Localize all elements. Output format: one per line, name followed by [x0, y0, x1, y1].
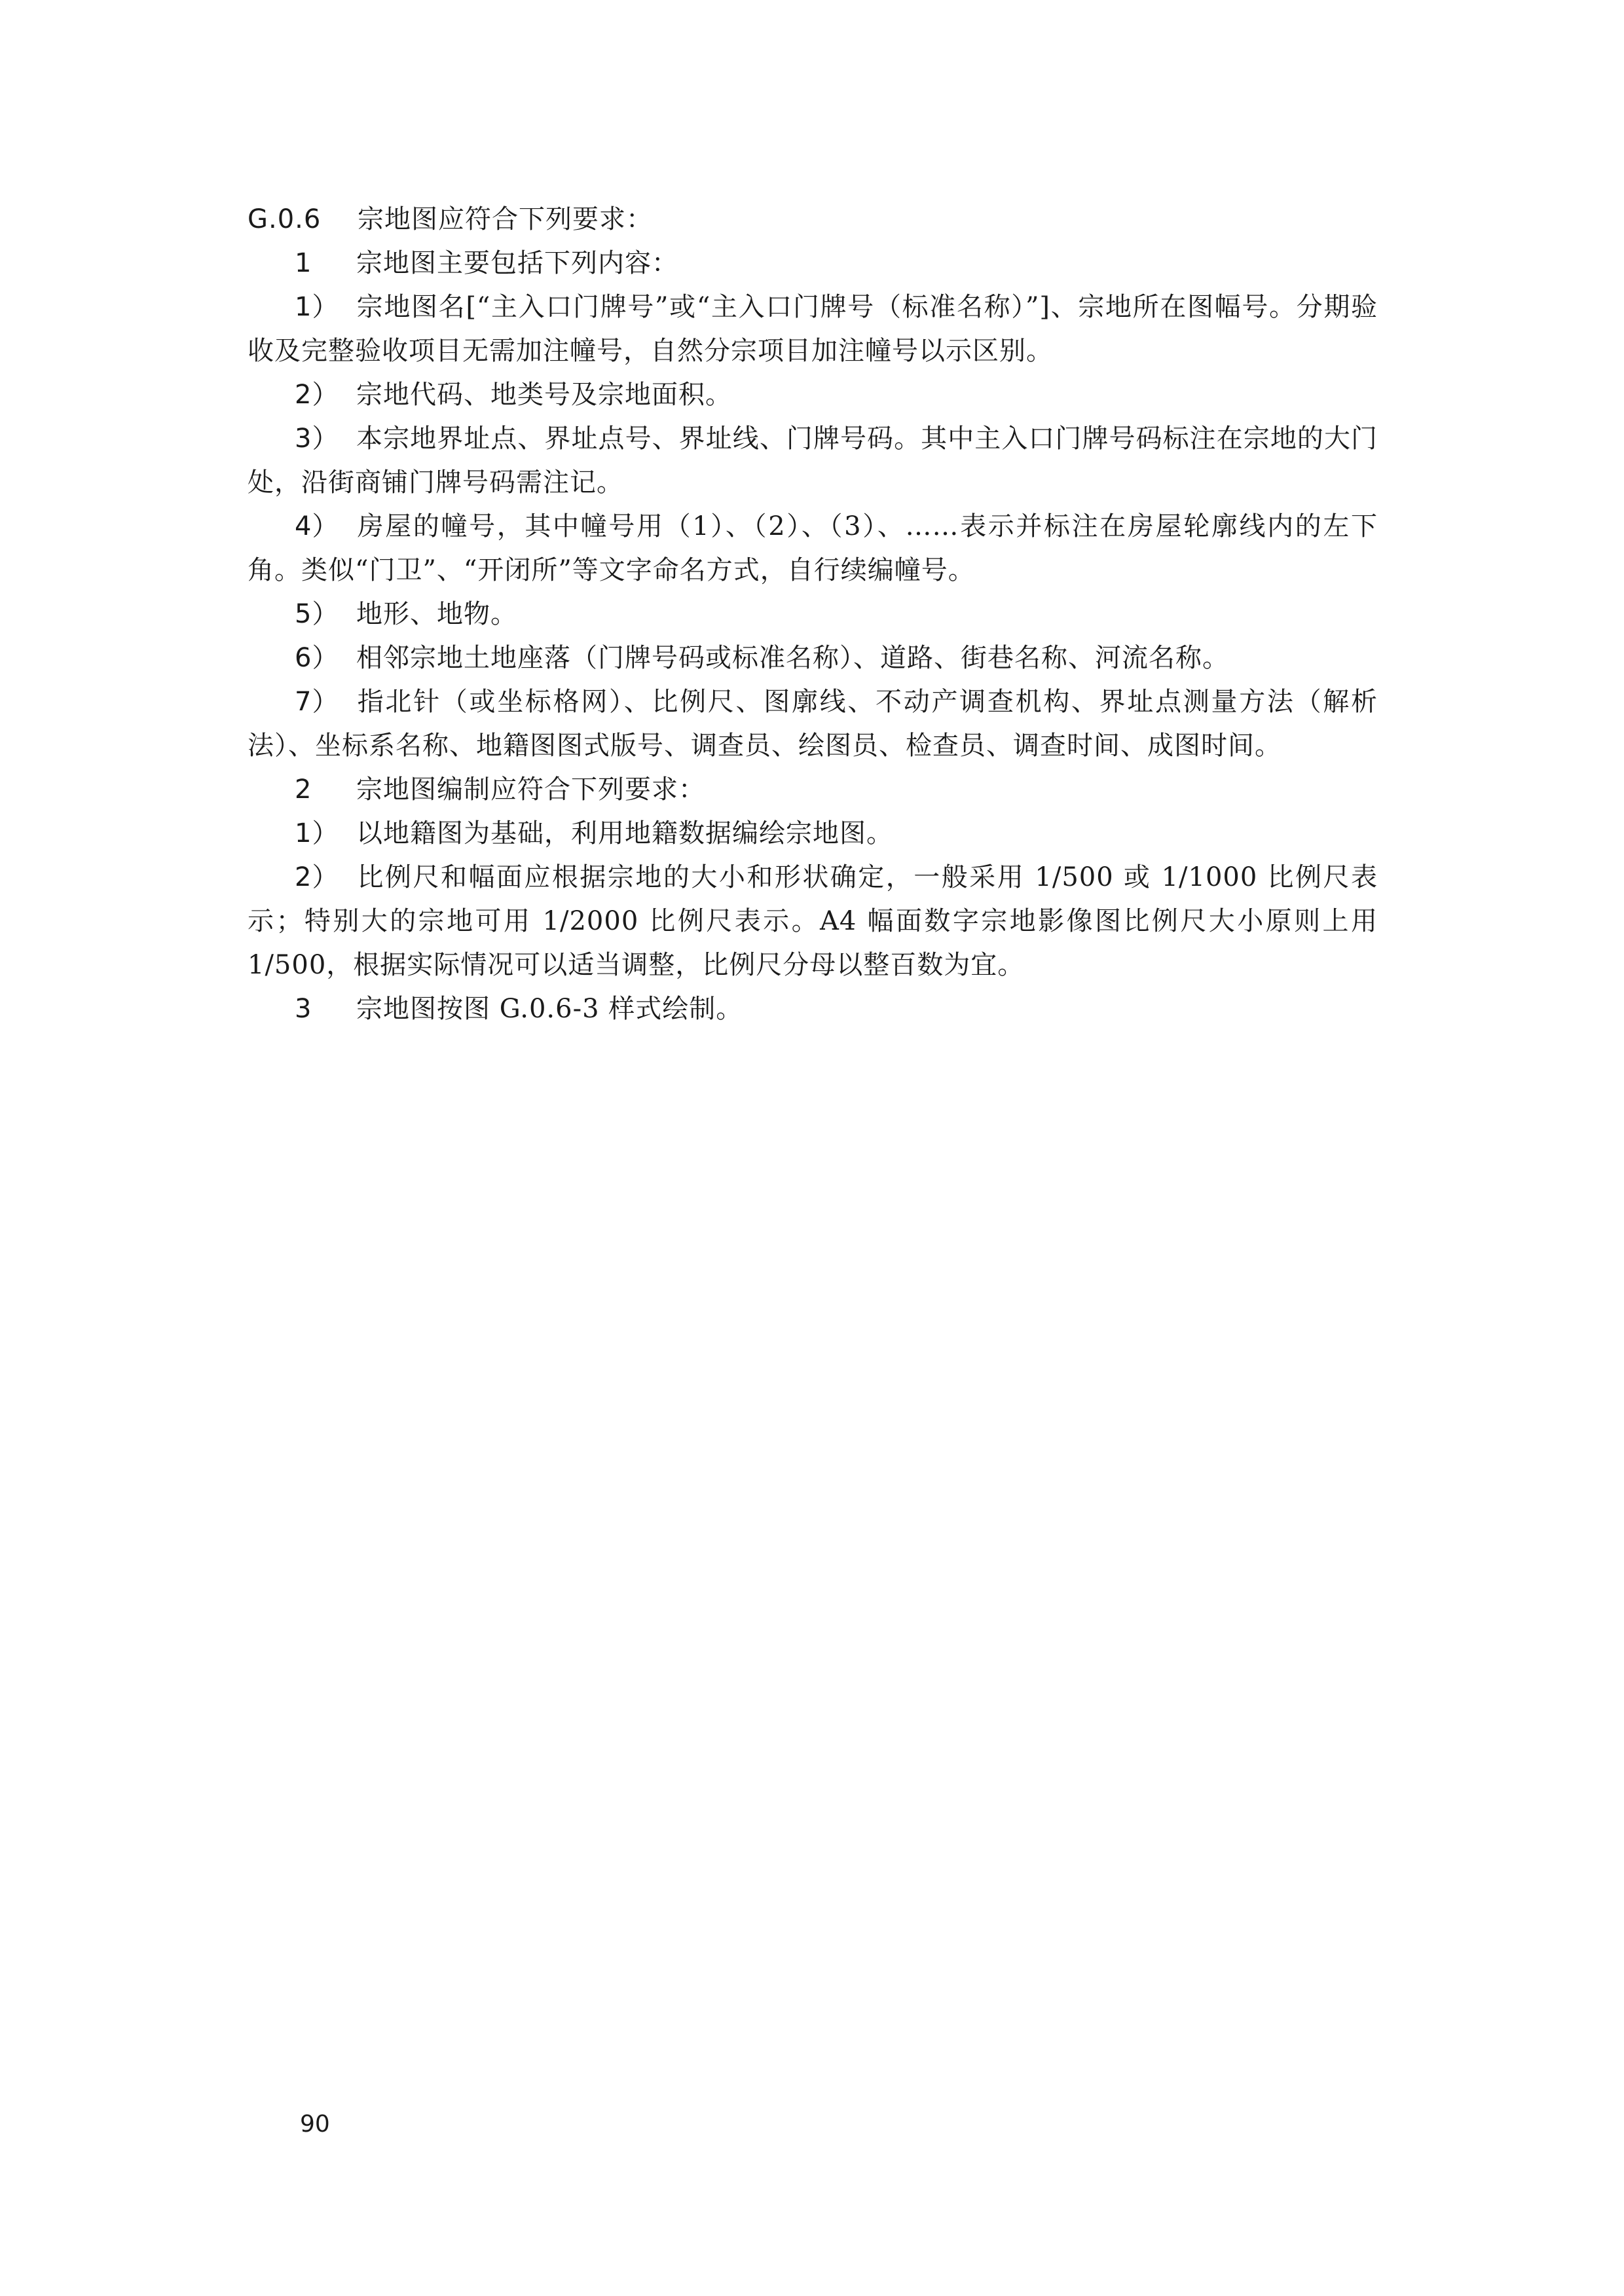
- item-number: 2: [295, 774, 312, 805]
- subitem-1-4: [248, 505, 1378, 592]
- item-text: 宗地图按图 G.0.6-3 样式绘制。: [356, 994, 743, 1024]
- subitem-2-2: [248, 856, 1378, 987]
- clause-number: G.0.6: [248, 204, 322, 234]
- clause-title: 宗地图应符合下列要求：: [358, 204, 653, 234]
- subitem-text: 宗地代码、地类号及宗地面积。: [356, 380, 732, 410]
- subitem-number: 6）: [295, 643, 339, 673]
- clause-heading: [248, 198, 1378, 242]
- subitem-number: 2）: [295, 380, 339, 410]
- subitem-1-1: [248, 285, 1378, 373]
- subitem-text: 本宗地界址点、界址点号、界址线、门牌号码。其中主入口门牌号码标注在宗地的大门处，沿街商铺门牌号码需注记。: [248, 424, 1378, 498]
- subitem-1-3: [248, 417, 1378, 505]
- page-number: 90: [300, 2111, 330, 2138]
- subitem-number: 2）: [295, 862, 339, 892]
- subitem-text: 指北针（或坐标格网）、比例尺、图廓线、不动产调查机构、界址点测量方法（解析法）、坐标系名称、地籍图图式版号、调查员、绘图员、检查员、调查时间、成图时间。: [248, 687, 1378, 761]
- subitem-1-7: [248, 680, 1378, 768]
- item-text: 宗地图编制应符合下列要求：: [356, 774, 705, 805]
- item-number: 3: [295, 994, 312, 1024]
- subitem-text: 房屋的幢号，其中幢号用（1）、（2）、（3）、……表示并标注在房屋轮廓线内的左下角。类似“门卫”、“开闭所”等文字命名方式，自行续编幢号。: [248, 511, 1378, 585]
- subitem-number: 5）: [295, 599, 339, 629]
- subitem-number: 1）: [295, 292, 339, 322]
- subitem-text: 宗地图名[“主入口门牌号”或“主入口门牌号（标准名称）”]、宗地所在图幅号。分期验收及完整验收项目无需加注幢号，自然分宗项目加注幢号以示区别。: [248, 292, 1378, 366]
- subitem-text: 以地籍图为基础，利用地籍数据编绘宗地图。: [356, 818, 893, 848]
- item-3: [248, 987, 1378, 1031]
- document-body: [248, 198, 1378, 1031]
- item-2: [248, 768, 1378, 812]
- item-text: 宗地图主要包括下列内容：: [356, 248, 678, 278]
- subitem-number: 1）: [295, 818, 339, 848]
- subitem-1-6: [248, 636, 1378, 680]
- subitem-text: 相邻宗地土地座落（门牌号码或标准名称）、道路、街巷名称、河流名称。: [356, 643, 1229, 673]
- item-number: 1: [295, 248, 312, 278]
- subitem-2-1: [248, 812, 1378, 856]
- subitem-number: 3）: [295, 424, 339, 454]
- subitem-text: 比例尺和幅面应根据宗地的大小和形状确定，一般采用 1/500 或 1/1000 比例尺表示；特别大的宗地可用 1/2000 比例尺表示。A4 幅面数字宗地影像图比例尺大小原则上用 1/500，根据实际情况可以适当调整，比例尺分母以整百数为宜。: [248, 862, 1378, 980]
- item-1: [248, 242, 1378, 285]
- subitem-1-5: [248, 592, 1378, 636]
- subitem-1-2: [248, 373, 1378, 417]
- subitem-text: 地形、地物。: [356, 599, 517, 629]
- subitem-number: 7）: [295, 687, 339, 717]
- subitem-number: 4）: [295, 511, 339, 541]
